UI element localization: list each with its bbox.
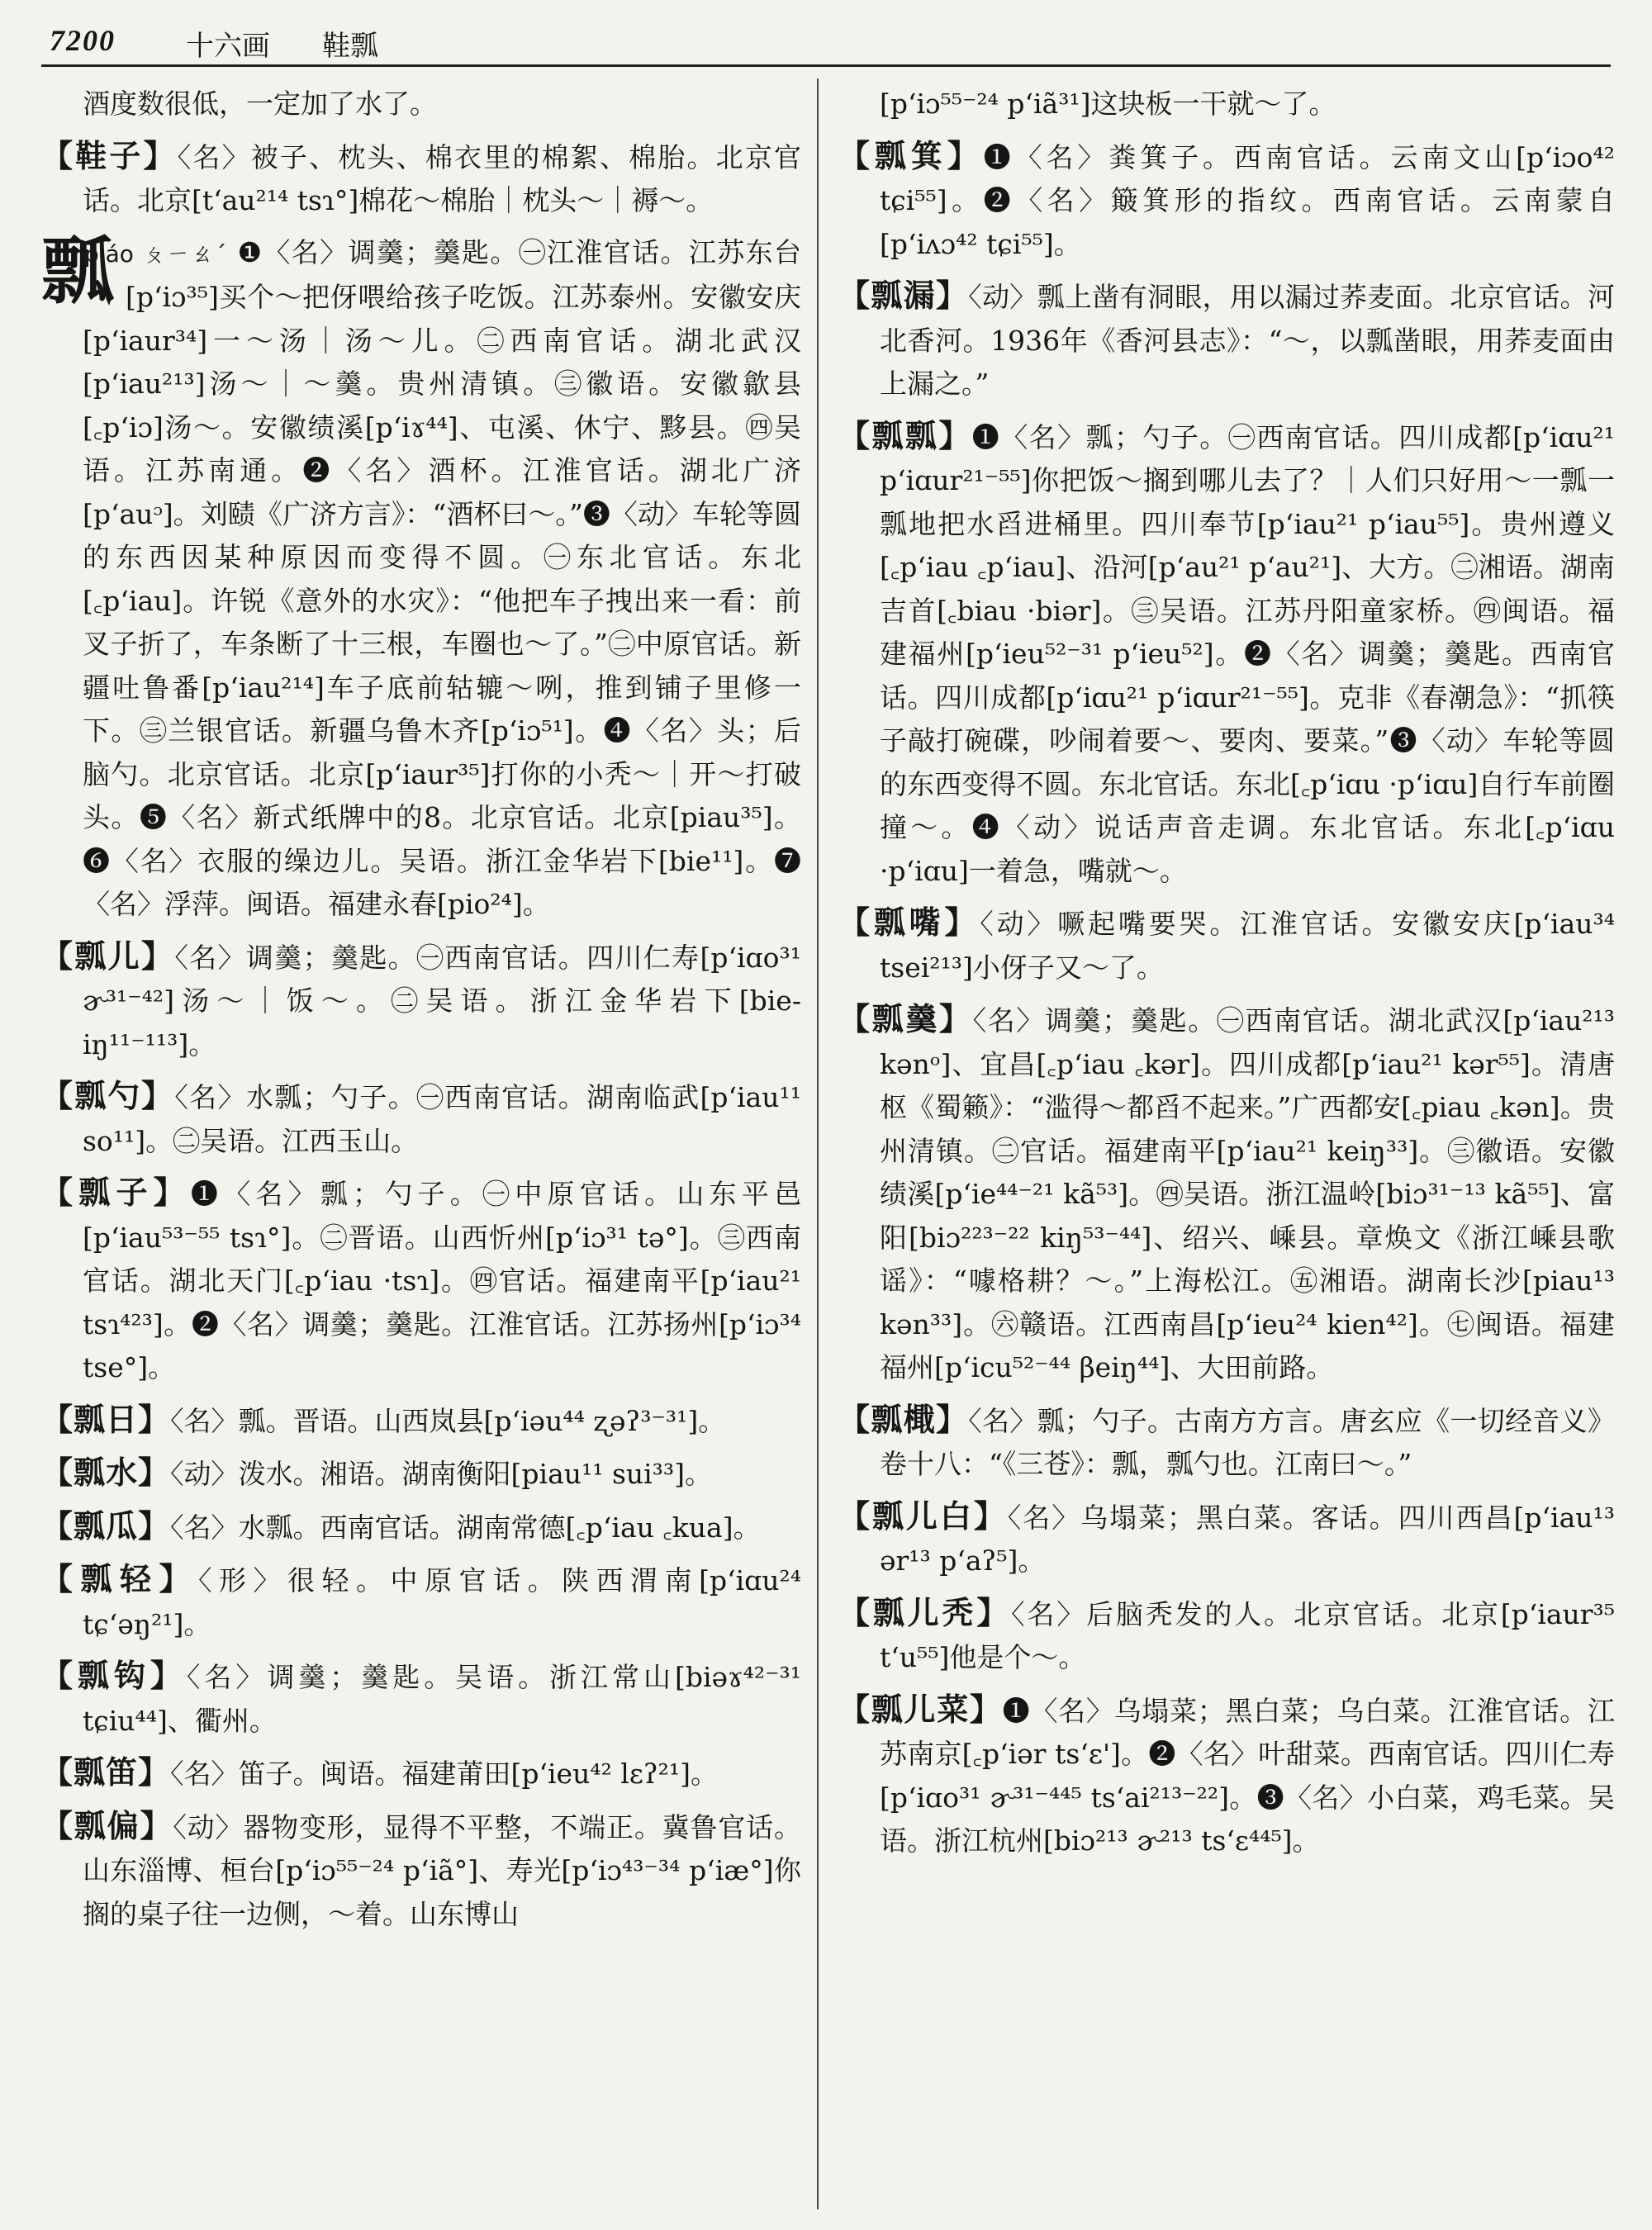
entry-definition: ❶〈名〉瓢；勺子。㊀西南官话。四川成都[pʻiɑu²¹ pʻiɑur²¹⁻⁵⁵]你把饭～搁到哪儿去了？｜人们只好用～一瓢一瓢地把水舀进桶里。四川奉节[pʻiau²¹ pʻiau⁵⁵]。贵州遵义[꜀pʻiau ꜀pʻiau]、沿河[pʻau²¹ pʻau²¹]、大方。㊁湘语。湖南吉首[꜀biau ·biər]。㊂吴语。江苏丹阳童家桥。㊃闽语。福建福州[pʻieu⁵²⁻³¹ pʻieu⁵²]。❷〈名〉调羹；羹匙。西南官话。四川成都[pʻiɑu²¹ pʻiɑur²¹⁻⁵⁵]。克非《春潮急》：“抓筷子敲打碗碟，吵闹着要～、要肉、要菜。”❸〈动〉车轮等圆的东西变得不圆。东北官话。东北[꜀pʻiɑu ·pʻiɑu]自行车前圈撞～。❹〈动〉说话声音走调。东北官话。东北[꜀pʻiɑu ·pʻiɑu]一着急，嘴就～。 <box>880 420 1615 887</box>
entry-definition: 〈动〉瓢上凿有洞眼，用以漏过荞麦面。北京官话。河北香河。1936年《香河县志》：“～，以瓢凿眼，用荞麦面由上漏之。” <box>880 281 1615 400</box>
entry-definition: ❶〈名〉乌塌菜；黑白菜；乌白菜。江淮官话。江苏南京[꜀pʻiər tsʻɛ']。❷〈名〉叶甜菜。西南官话。四川仁寿[pʻiɑo³¹ ɚ³¹⁻⁴⁴⁵ tsʻai²¹³⁻²²]。❸〈名〉小白菜，鸡毛菜。吴语。浙江杭州[biɔ²¹³ ɚ²¹³ tsʻɛ⁴⁴⁵]。 <box>880 1694 1615 1857</box>
dictionary-entry <box>838 415 1615 894</box>
continued-text <box>838 83 1615 126</box>
page-number: 7200 <box>50 24 116 57</box>
entry-definition: 〈名〉水瓢；勺子。㊀西南官话。湖南临武[pʻiau¹¹ so¹¹]。㊁吴语。江西玉山。 <box>83 1081 801 1157</box>
entry-headword: 【瓢羹】 <box>838 1000 973 1037</box>
entry-headword: 【瓢嘴】 <box>838 904 980 941</box>
guide-characters: 鞋瓢 <box>322 30 378 63</box>
entry-definition: 〈名〉水瓢。西南官话。湖南常德[꜀pʻiau ꜀kua]。 <box>170 1511 761 1544</box>
dictionary-entry <box>41 227 801 927</box>
stroke-section-label: 十六画 <box>186 30 270 63</box>
dictionary-entry <box>41 1505 801 1550</box>
entry-headword: 【瓢勺】 <box>41 1077 175 1114</box>
entry-definition: 〈名〉调羹；羹匙。㊀西南官话。湖北武汉[pʻiau²¹³ kənᵒ]、宜昌[꜀pʻiau ꜀kər]。四川成都[pʻiau²¹ kər⁵⁵]。清唐枢《蜀籁》：“滥得～都舀不起来。”广西都安[꜀piau ꜀kən]。贵州清镇。㊁官话。福建南平[pʻiau²¹ keiŋ³³]。㊂徽语。安徽绩溪[pʻie⁴⁴⁻²¹ kã⁵³]。㊃吴语。浙江温岭[biɔ³¹⁻¹³ kã⁵⁵]、富阳[biɔ²²³⁻²² kiŋ⁵³⁻⁴⁴]、绍兴、嵊县。章焕文《浙江嵊县歌谣》：“噱格耕？～。”上海松江。㊄湘语。湖南长沙[piau¹³ kən³³]。㊅赣语。江西南昌[pʻieu²⁴ kien⁴²]。㊆闽语。福建福州[pʻicu⁵²⁻⁴⁴ βeiŋ⁴⁴]、大田前路。 <box>880 1004 1615 1383</box>
dictionary-entry <box>41 1075 801 1163</box>
dictionary-entry <box>41 1398 801 1444</box>
dictionary-entry <box>838 135 1615 267</box>
entry-headword: 【瓢檝】 <box>838 1400 969 1438</box>
dictionary-entry <box>41 1751 801 1796</box>
entry-headword: 【瓢箕】 <box>838 136 984 174</box>
entry-definition: 〈名〉被子、枕头、棉衣里的棉絮、棉胎。北京官话。北京[tʻau²¹⁴ tsɿ°]棉花～棉胎｜枕头～｜褥～。 <box>83 140 801 216</box>
dictionary-entry <box>41 935 801 1067</box>
dictionary-entry <box>41 1171 801 1390</box>
entry-definition: 〈名〉调羹；羹匙。吴语。浙江常山[biəɤ⁴²⁻³¹ tɕiu⁴⁴]、衢州。 <box>83 1661 801 1737</box>
entry-definition: ❶〈名〉瓢；勺子。㊀中原官话。山东平邑[pʻiau⁵³⁻⁵⁵ tsɿ°]。㊁晋语。山西忻州[pʻiɔ³¹ tə°]。㊂西南官话。湖北天门[꜀pʻiau ·tsɿ]。㊃官话。福建南平[pʻiau²¹ tsɿ⁴²³]。❷〈名〉调羹；羹匙。江淮官话。江苏扬州[pʻiɔ³⁴ tse°]。 <box>83 1178 801 1383</box>
dictionary-entry <box>838 1592 1615 1680</box>
entry-definition: 〈名〉瓢。晋语。山西岚县[pʻiəu⁴⁴ ʐəʔ³⁻³¹]。 <box>170 1404 726 1437</box>
entry-headword: 【瓢笛】 <box>41 1753 171 1791</box>
entry-definition: 〈动〉泼水。湘语。湖南衡阳[piau¹¹ sui³³]。 <box>170 1458 713 1490</box>
entry-definition: 〈名〉瓢；勺子。古南方方言。唐玄应《一切经音义》卷十八：“《三苍》：瓢，瓢勺也。江南曰～。” <box>880 1404 1615 1480</box>
entry-definition: 酒度数很低，一定加了水了。 <box>83 88 437 120</box>
entry-headword: 【瓢日】 <box>41 1400 171 1438</box>
column-divider <box>817 78 819 2209</box>
entry-headword: 【瓢子】 <box>41 1174 191 1211</box>
entry-headword: 【瓢儿秃】 <box>838 1593 1012 1631</box>
entry-definition: 〈名〉笛子。闽语。福建莆田[pʻieu⁴² lɛʔ²¹]。 <box>170 1758 718 1790</box>
dictionary-entry <box>41 1654 801 1743</box>
left-column <box>41 83 801 2213</box>
entry-headword: 【瓢钩】 <box>41 1657 187 1694</box>
entry-definition: 〈名〉调羹；羹匙。㊀西南官话。四川仁寿[pʻiɑo³¹ ɚ³¹⁻⁴²]汤～｜饭～。㊁吴语。浙江金华岩下[bie-iŋ¹¹⁻¹¹³]。 <box>83 941 801 1060</box>
dictionary-entry <box>838 901 1615 989</box>
dictionary-entry <box>41 1805 801 1937</box>
dictionary-entry <box>838 274 1615 406</box>
dictionary-entry <box>838 998 1615 1390</box>
entry-headword: 【瓢儿】 <box>41 937 175 975</box>
continued-text <box>41 83 801 126</box>
dictionary-entry <box>41 1451 801 1497</box>
entry-definition: 〈名〉乌塌菜；黑白菜。客话。四川西昌[pʻiau¹³ ər¹³ pʻaʔ⁵]。 <box>880 1501 1615 1577</box>
dictionary-entry <box>41 1558 801 1646</box>
entry-definition: 〈动〉器物变形，显得不平整，不端正。冀鲁官话。山东淄博、桓台[pʻiɔ⁵⁵⁻²⁴ pʻiã°]、寿光[pʻiɔ⁴³⁻³⁴ pʻiæ°]你搁的桌子往一边侧，～着。山东博山 <box>83 1810 801 1930</box>
entry-headword: 【瓢偏】 <box>41 1806 173 1844</box>
entry-definition: ❶〈名〉粪箕子。西南官话。云南文山[pʻiɔo⁴² tɕi⁵⁵]。❷〈名〉簸箕形的指纹。西南官话。云南蒙自[pʻiʌɔ⁴² tɕi⁵⁵]。 <box>880 140 1615 260</box>
dictionary-entry <box>41 135 801 223</box>
headword-pinyin: piáo ㄆㄧㄠˊ <box>84 240 228 268</box>
dictionary-entry <box>838 1688 1615 1863</box>
entry-definition: [pʻiɔ⁵⁵⁻²⁴ pʻiã³¹]这块板一干就～了。 <box>880 88 1336 120</box>
headword-character: 瓢 <box>41 227 115 314</box>
page-header <box>41 15 1611 67</box>
entry-headword: 【瓢瓜】 <box>41 1506 171 1544</box>
entry-definition: 〈动〉噘起嘴要哭。江淮官话。安徽安庆[pʻiau³⁴ tsei²¹³]小伢子又～了。 <box>880 908 1615 984</box>
entry-headword: 【瓢儿白】 <box>838 1497 1008 1535</box>
right-column <box>838 83 1615 2213</box>
entry-headword: 【瓢儿菜】 <box>838 1690 1003 1728</box>
entry-headword: 【瓢轻】 <box>41 1560 199 1597</box>
dictionary-entry <box>838 1495 1615 1583</box>
entry-headword: 【瓢水】 <box>41 1454 171 1491</box>
entry-headword: 【瓢漏】 <box>838 277 969 314</box>
entry-headword: 【瓢瓢】 <box>838 416 972 454</box>
entry-headword: 【鞋子】 <box>41 136 178 174</box>
entry-definition: ❶〈名〉调羹；羹匙。㊀江淮官话。江苏东台[pʻiɔ³⁵]买个～把伢喂给孩子吃饭。江苏泰州。安徽安庆[pʻiaur³⁴]一～汤｜汤～儿。㊁西南官话。湖北武汉[pʻiau²¹³]汤～｜～羹。贵州清镇。㊂徽语。安徽歙县[꜀pʻiɔ]汤～。安徽绩溪[pʻiɤ⁴⁴]、屯溪、休宁、黟县。㊃吴语。江苏南通。❷〈名〉酒杯。江淮官话。湖北广济[pʻauᵓ]。刘赜《广济方言》：“酒杯曰～。”❸〈动〉车轮等圆的东西因某种原因而变得不圆。㊀东北官话。东北[꜀pʻiau]。许锐《意外的水灾》：“他把车子拽出来一看：前叉子折了，车条断了十三根，车圈也～了。”㊁中原官话。新疆吐鲁番[pʻiau²¹⁴]车子底前轱辘～咧，推到铺子里修一下。㊂兰银官话。新疆乌鲁木齐[pʻiɔ⁵¹]。❹〈名〉头；后脑勺。北京官话。北京[pʻiaur³⁵]打你的小秃～｜开～打破头。❺〈名〉新式纸牌中的8。北京官话。北京[piau³⁵]。❻〈名〉衣服的缲边儿。吴语。浙江金华岩下[bie¹¹]。❼〈名〉浮萍。闽语。福建永春[pio²⁴]。 <box>83 235 801 920</box>
entry-definition: 〈名〉后脑秃发的人。北京官话。北京[pʻiaur³⁵ tʻu⁵⁵]他是个～。 <box>880 1597 1615 1673</box>
dictionary-entry <box>838 1398 1615 1487</box>
entry-definition: 〈形〉很轻。中原官话。陕西渭南[pʻiɑu²⁴ tɕʻəŋ²¹]。 <box>83 1564 801 1640</box>
